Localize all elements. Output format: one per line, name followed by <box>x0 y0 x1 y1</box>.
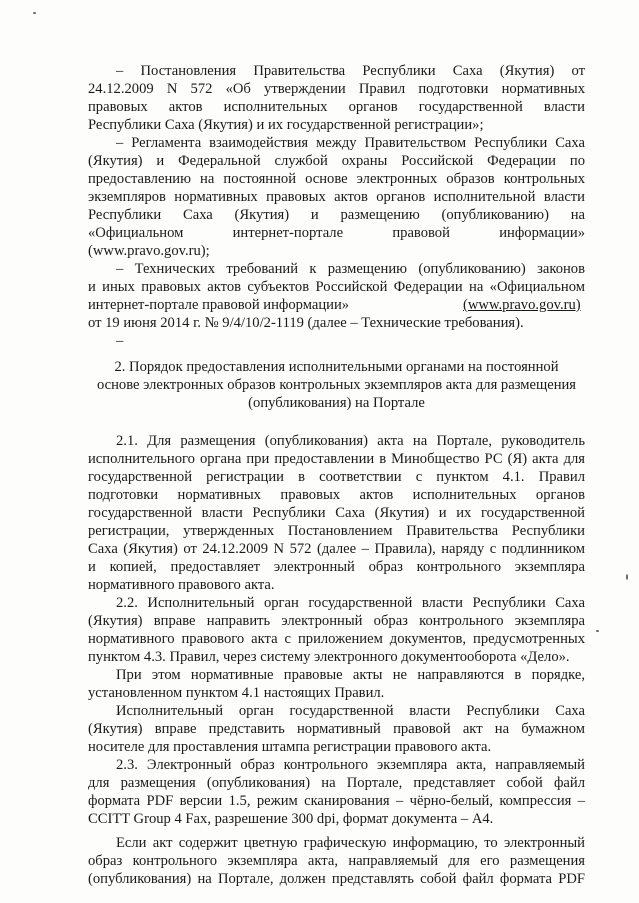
text-line: исполнительного органа при предоставлении в Минобщество РС (Я) акта для <box>88 451 585 467</box>
text-line: регистрации, утвержденных Постановлением Правительства Республики <box>88 523 585 539</box>
text-line: (Якутия) и Федеральной службой охраны Российской Федерации по <box>88 153 585 169</box>
text-line: предоставлению на постоянной основе электронных образов контрольных <box>88 171 585 187</box>
text-line: – Технических требований к размещению (опубликованию) законов <box>116 261 585 277</box>
text-line: формата PDF версии 1.5, режим сканирования – чёрно-белый, компрессия – <box>88 793 585 809</box>
text-line: Исполнительный орган государственной власти Республики Саха <box>116 703 585 719</box>
dash-line: – <box>116 333 124 349</box>
pravo-link[interactable]: (www.pravo.gov.ru) <box>463 297 581 313</box>
text-line: (Якутия) вправе представить нормативный правовой акт на бумажном <box>88 721 585 737</box>
text-line: установленном пунктом 4.1 настоящих Правил. <box>88 685 385 701</box>
text-line: (Якутия) вправе направить электронный образ контрольного экземпляра <box>88 613 585 629</box>
text-line: от 19 июня 2014 г. № 9/4/10/2-1119 (далее – Технические требования). <box>88 315 524 331</box>
text-line: пунктом 4.3. Правил, через систему электронного документооборота «Дело». <box>88 649 570 665</box>
text-line: для размещения (опубликования) на Портале, представляет собой файл <box>88 775 585 791</box>
text-line: Саха (Якутия) от 24.12.2009 N 572 (далее – Правила), наряду с подлинником <box>88 541 585 557</box>
text-line: нормативного правового акта. <box>88 577 275 593</box>
text-line: и копией, предоставляет электронный образ контрольного экземпляра <box>88 559 585 575</box>
text-line: «Официальном интернет-портале правовой информации» <box>88 225 585 241</box>
text-line: подготовки нормативных правовых актов исполнительных органов <box>88 487 585 503</box>
text-line: – Регламента взаимодействия между Правительством Республики Саха <box>116 135 585 151</box>
scan-speck <box>626 574 628 580</box>
text-line: (опубликования) на Портале, должен представлять собой файл формата PDF <box>88 871 585 887</box>
text-line: государственной власти Республики Саха (Якутия) и их государственной <box>88 505 585 521</box>
text-line: носителе для проставления штампа регистрации правового акта. <box>88 739 492 755</box>
section-heading: основе электронных образов контрольных экземпляров акта для размещения <box>96 377 577 393</box>
text-line: – Постановления Правительства Республики Саха (Якутия) от <box>116 63 585 79</box>
text-line: образ контрольного экземпляра акта, направляемый для его размещения <box>88 853 585 869</box>
text-line: Республики Саха (Якутия) и размещению (опубликованию) на <box>88 207 585 223</box>
scan-speck <box>33 12 36 14</box>
text-line: Республики Саха (Якутия) и их государственной регистрации»; <box>88 117 484 133</box>
text-line: правовых актов исполнительных органов государственной власти <box>88 99 585 115</box>
text-line: 24.12.2009 N 572 «Об утверждении Правил подготовки нормативных <box>88 81 585 97</box>
text-line: 2.3. Электронный образ контрольного экземпляра акта, направляемый <box>116 757 585 773</box>
text-line: Если акт содержит цветную графическую информацию, то электронный <box>116 835 585 851</box>
text-line: При этом нормативные правовые акты не направляются в порядке, <box>116 667 585 683</box>
text-line: 2.1. Для размещения (опубликования) акта на Портале, руководитель <box>116 433 585 449</box>
section-heading: (опубликования) на Портале <box>248 395 425 411</box>
text-line: экземпляров нормативных правовых актов органов исполнительной власти <box>88 189 585 205</box>
text-line: (www.pravo.gov.ru); <box>88 243 210 259</box>
text-line: 2.2. Исполнительный орган государственной власти Республики Саха <box>116 595 585 611</box>
text-line: CCITT Group 4 Fax, разрешение 300 dpi, формат документа – А4. <box>88 811 494 827</box>
scan-speck <box>596 630 599 632</box>
section-heading: 2. Порядок предоставления исполнительными органами на постоянной <box>114 359 559 375</box>
text-line: нормативного правового акта с приложением документов, предусмотренных <box>88 631 585 647</box>
text-line: государственной регистрации в соответствии с пунктом 4.1. Правил <box>88 469 585 485</box>
text-line: и иных правовых актов субъектов Российской Федерации на «Официальном <box>88 279 585 295</box>
text-line: интернет-портале правовой информации» <box>88 297 350 313</box>
